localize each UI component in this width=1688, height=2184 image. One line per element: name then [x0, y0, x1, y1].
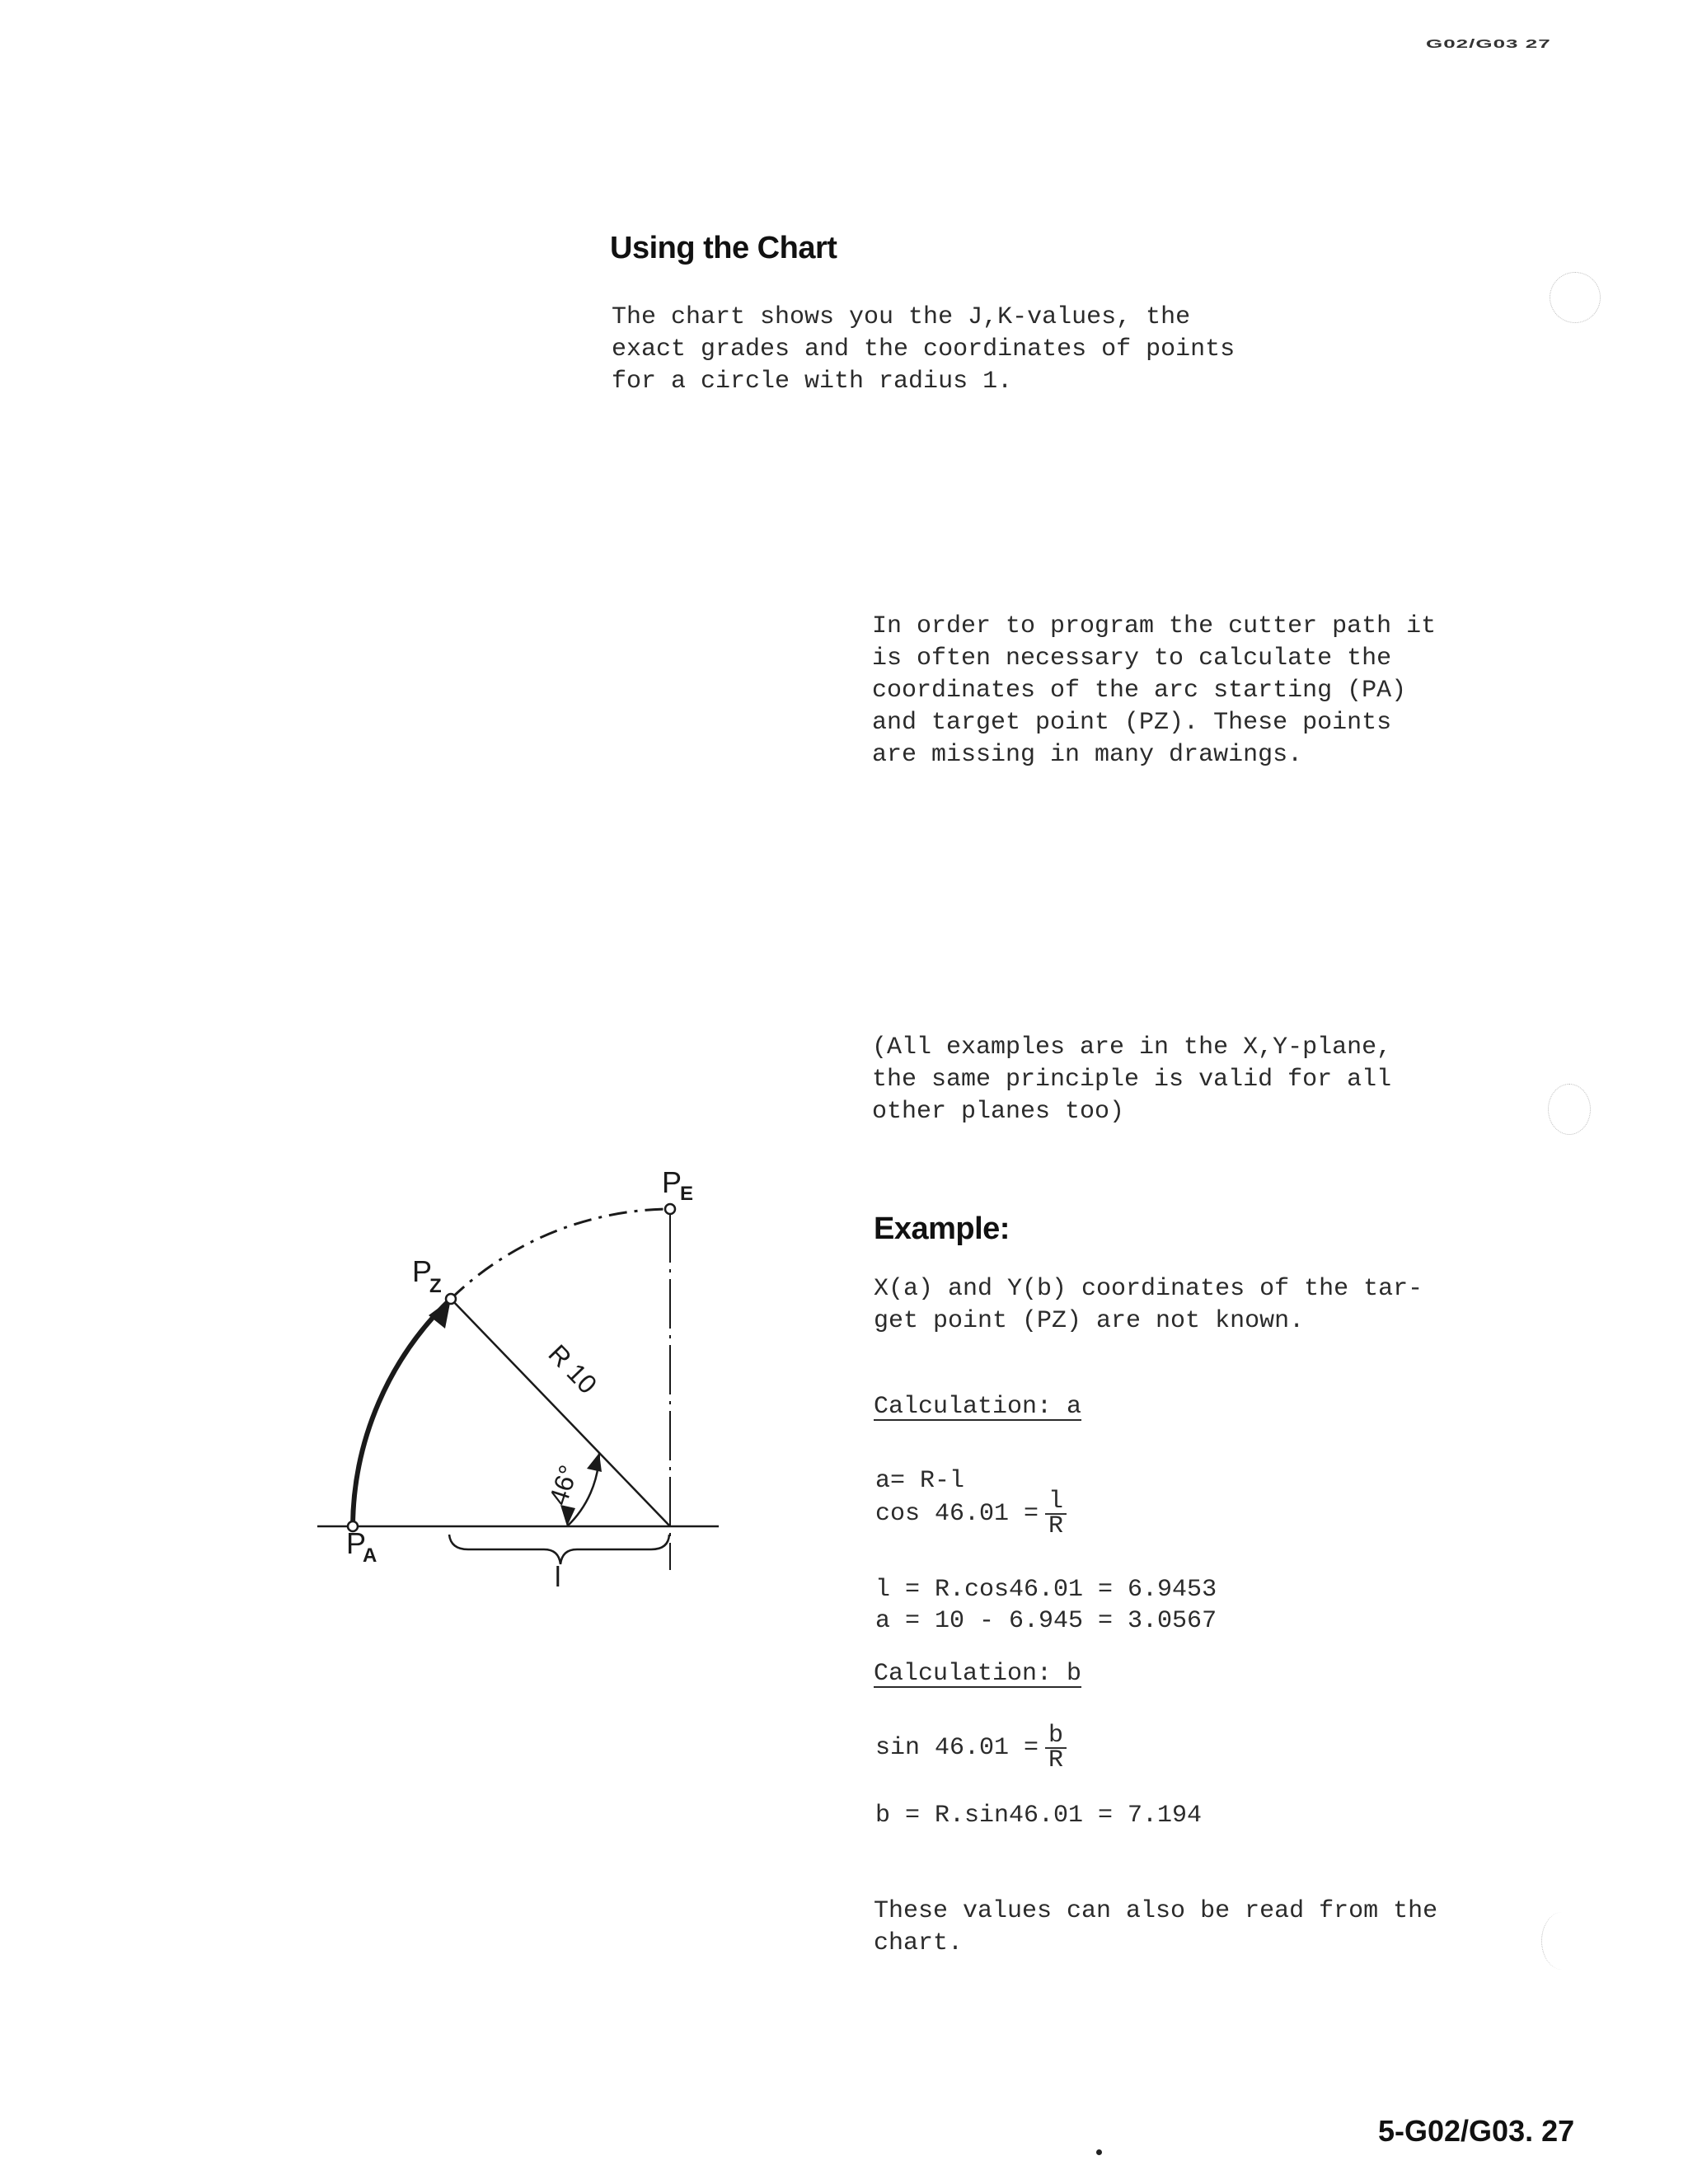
scan-dot: [1096, 2149, 1102, 2155]
fraction-numerator: l: [1045, 1490, 1067, 1515]
point-pz: [446, 1294, 456, 1304]
label-pz: P: [412, 1254, 433, 1288]
fraction-numerator: b: [1045, 1724, 1067, 1749]
label-pe-sub: E: [680, 1183, 694, 1205]
text-line: The chart shows you the J,K-values, the: [612, 303, 1191, 331]
fraction-denominator: R: [1048, 1746, 1064, 1774]
text-line: exact grades and the coordinates of points: [612, 335, 1236, 363]
text-line: are missing in many drawings.: [872, 741, 1303, 769]
text-line: the same principle is valid for all: [872, 1066, 1392, 1094]
length-brace: [449, 1535, 669, 1564]
calc-a-line4: a = 10 - 6.945 = 3.0567: [875, 1607, 1217, 1635]
label-radius: R 10: [542, 1338, 603, 1400]
example-heading: Example:: [874, 1212, 1010, 1246]
text-line: is often necessary to calculate the: [872, 644, 1392, 673]
text-line: and target point (PZ). These points: [872, 709, 1392, 737]
cos-lhs: cos 46.01 =: [875, 1499, 1039, 1528]
calc-b-line2: b = R.sin46.01 = 7.194: [875, 1802, 1203, 1830]
page-number: 5-G02/G03. 27: [1378, 2114, 1575, 2148]
text-line: (All examples are in the X,Y-plane,: [872, 1033, 1392, 1062]
text-line: for a circle with radius 1.: [612, 368, 1013, 396]
calc-a-line1: a= R-l: [875, 1467, 965, 1495]
label-pa: P: [346, 1526, 367, 1560]
text-line: get point (PZ) are not known.: [874, 1307, 1305, 1335]
angle-arrow-head-top: [587, 1453, 602, 1472]
text-line: X(a) and Y(b) coordinates of the tar-: [874, 1275, 1423, 1303]
label-angle: 46°: [542, 1461, 584, 1509]
sin-lhs: sin 46.01 =: [875, 1733, 1039, 1762]
label-pz-sub: Z: [429, 1275, 442, 1297]
section-heading-using-the-chart: Using the Chart: [610, 231, 837, 265]
label-pa-sub: A: [363, 1544, 377, 1567]
remaining-arc: [451, 1209, 670, 1299]
header-corner-mark: G02/G03 27: [1426, 36, 1551, 51]
calculation-b-title: Calculation: b: [874, 1660, 1082, 1688]
label-pe: P: [662, 1165, 682, 1199]
point-pe: [665, 1204, 675, 1214]
text-line: coordinates of the arc starting (PA): [872, 677, 1407, 705]
fraction-denominator: R: [1048, 1512, 1064, 1540]
label-l: l: [555, 1562, 561, 1593]
text-line: other planes too): [872, 1098, 1125, 1126]
traversed-arc: [353, 1299, 451, 1526]
text-line: chart.: [874, 1929, 964, 1957]
text-line: These values can also be read from the: [874, 1897, 1438, 1925]
calc-a-line3: l = R.cos46.01 = 6.9453: [875, 1576, 1217, 1604]
calculation-a-title: Calculation: a: [874, 1393, 1082, 1421]
text-line: In order to program the cutter path it: [872, 612, 1437, 640]
